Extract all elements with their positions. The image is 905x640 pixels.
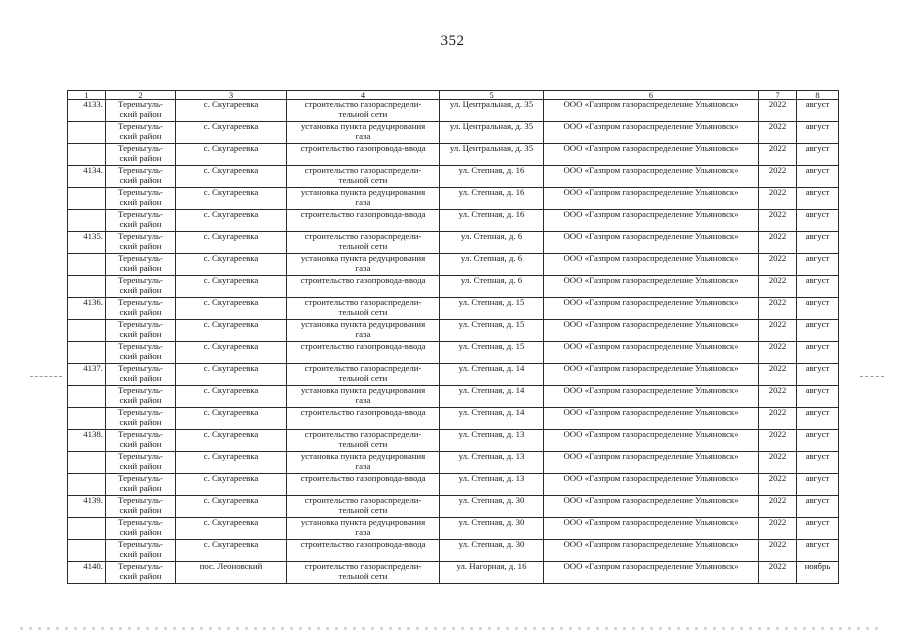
column-header: 3 [176, 91, 287, 100]
settlement-cell: с. Скугареевка [176, 166, 287, 188]
address-cell: ул. Степная, д. 16 [440, 166, 544, 188]
district-cell: Тереньгуль- ский район [106, 320, 176, 342]
district-cell: Тереньгуль- ский район [106, 144, 176, 166]
settlement-cell: пос. Леоновский [176, 562, 287, 584]
record-number-cell [68, 474, 106, 496]
record-number-cell [68, 122, 106, 144]
district-cell: Тереньгуль- ский район [106, 298, 176, 320]
month-cell: август [797, 518, 839, 540]
settlement-cell: с. Скугареевка [176, 100, 287, 122]
year-cell: 2022 [759, 430, 797, 452]
record-number-cell [68, 342, 106, 364]
table-row [68, 562, 839, 584]
table-row [68, 320, 839, 342]
table-row [68, 144, 839, 166]
settlement-cell: с. Скугареевка [176, 452, 287, 474]
settlement-cell: с. Скугареевка [176, 364, 287, 386]
settlement-cell: с. Скугареевка [176, 496, 287, 518]
work-type-cell: строительство газораспредели- тельной сети [287, 232, 440, 254]
settlement-cell: с. Скугареевка [176, 298, 287, 320]
column-header: 1 [68, 91, 106, 100]
table-body [68, 91, 839, 584]
district-cell: Тереньгуль- ский район [106, 386, 176, 408]
organization-cell: ООО «Газпром газораспределение Ульяновск» [544, 496, 759, 518]
page-number: 352 [440, 33, 465, 49]
organization-cell: ООО «Газпром газораспределение Ульяновск» [544, 540, 759, 562]
record-number-cell [68, 188, 106, 210]
table-row [68, 474, 839, 496]
address-cell: ул. Центральная, д. 35 [440, 144, 544, 166]
month-cell: август [797, 232, 839, 254]
settlement-cell: с. Скугареевка [176, 122, 287, 144]
district-cell: Тереньгуль- ский район [106, 452, 176, 474]
table-row [68, 386, 839, 408]
district-cell: Тереньгуль- ский район [106, 188, 176, 210]
column-header: 6 [544, 91, 759, 100]
table-row [68, 452, 839, 474]
year-cell: 2022 [759, 518, 797, 540]
organization-cell: ООО «Газпром газораспределение Ульяновск» [544, 100, 759, 122]
month-cell: август [797, 144, 839, 166]
organization-cell: ООО «Газпром газораспределение Ульяновск» [544, 474, 759, 496]
record-number-cell [68, 540, 106, 562]
settlement-cell: с. Скугареевка [176, 276, 287, 298]
year-cell: 2022 [759, 320, 797, 342]
organization-cell: ООО «Газпром газораспределение Ульяновск» [544, 386, 759, 408]
record-number-cell: 4136. [68, 298, 106, 320]
month-cell: август [797, 254, 839, 276]
work-type-cell: строительство газопровода-ввода [287, 342, 440, 364]
column-header: 7 [759, 91, 797, 100]
organization-cell: ООО «Газпром газораспределение Ульяновск» [544, 254, 759, 276]
table-row [68, 540, 839, 562]
year-cell: 2022 [759, 474, 797, 496]
table-row [68, 210, 839, 232]
year-cell: 2022 [759, 496, 797, 518]
address-cell: ул. Степная, д. 15 [440, 320, 544, 342]
organization-cell: ООО «Газпром газораспределение Ульяновск» [544, 188, 759, 210]
address-cell: ул. Степная, д. 16 [440, 188, 544, 210]
record-number-cell [68, 386, 106, 408]
work-type-cell: строительство газораспредели- тельной сети [287, 430, 440, 452]
record-number-cell: 4139. [68, 496, 106, 518]
record-number-cell: 4133. [68, 100, 106, 122]
work-type-cell: строительство газораспредели- тельной сети [287, 298, 440, 320]
work-type-cell: строительство газораспредели- тельной сети [287, 364, 440, 386]
gasification-table [67, 90, 839, 584]
record-number-cell [68, 452, 106, 474]
address-cell: ул. Степная, д. 14 [440, 408, 544, 430]
organization-cell: ООО «Газпром газораспределение Ульяновск» [544, 276, 759, 298]
district-cell: Тереньгуль- ский район [106, 100, 176, 122]
table-row [68, 408, 839, 430]
month-cell: август [797, 166, 839, 188]
organization-cell: ООО «Газпром газораспределение Ульяновск» [544, 342, 759, 364]
year-cell: 2022 [759, 562, 797, 584]
year-cell: 2022 [759, 210, 797, 232]
record-number-cell: 4140. [68, 562, 106, 584]
table-row [68, 298, 839, 320]
record-number-cell: 4135. [68, 232, 106, 254]
address-cell: ул. Нагорная, д. 16 [440, 562, 544, 584]
left-margin-mark [30, 376, 62, 378]
district-cell: Тереньгуль- ский район [106, 342, 176, 364]
district-cell: Тереньгуль- ский район [106, 518, 176, 540]
settlement-cell: с. Скугареевка [176, 188, 287, 210]
organization-cell: ООО «Газпром газораспределение Ульяновск» [544, 364, 759, 386]
work-type-cell: установка пункта редуцирования газа [287, 452, 440, 474]
organization-cell: ООО «Газпром газораспределение Ульяновск» [544, 232, 759, 254]
organization-cell: ООО «Газпром газораспределение Ульяновск» [544, 166, 759, 188]
year-cell: 2022 [759, 276, 797, 298]
work-type-cell: строительство газопровода-ввода [287, 474, 440, 496]
work-type-cell: строительство газораспредели- тельной сети [287, 496, 440, 518]
month-cell: август [797, 188, 839, 210]
record-number-cell [68, 254, 106, 276]
year-cell: 2022 [759, 408, 797, 430]
month-cell: август [797, 452, 839, 474]
month-cell: август [797, 298, 839, 320]
record-number-cell [68, 320, 106, 342]
settlement-cell: с. Скугареевка [176, 518, 287, 540]
work-type-cell: установка пункта редуцирования газа [287, 518, 440, 540]
organization-cell: ООО «Газпром газораспределение Ульяновск» [544, 210, 759, 232]
settlement-cell: с. Скугареевка [176, 540, 287, 562]
year-cell: 2022 [759, 188, 797, 210]
settlement-cell: с. Скугареевка [176, 342, 287, 364]
column-header: 5 [440, 91, 544, 100]
address-cell: ул. Степная, д. 15 [440, 298, 544, 320]
work-type-cell: установка пункта редуцирования газа [287, 122, 440, 144]
work-type-cell: строительство газопровода-ввода [287, 540, 440, 562]
settlement-cell: с. Скугареевка [176, 210, 287, 232]
organization-cell: ООО «Газпром газораспределение Ульяновск» [544, 562, 759, 584]
district-cell: Тереньгуль- ский район [106, 496, 176, 518]
address-cell: ул. Степная, д. 30 [440, 496, 544, 518]
address-cell: ул. Степная, д. 6 [440, 254, 544, 276]
settlement-cell: с. Скугареевка [176, 320, 287, 342]
district-cell: Тереньгуль- ский район [106, 540, 176, 562]
month-cell: август [797, 276, 839, 298]
settlement-cell: с. Скугареевка [176, 408, 287, 430]
month-cell: август [797, 100, 839, 122]
district-cell: Тереньгуль- ский район [106, 474, 176, 496]
district-cell: Тереньгуль- ский район [106, 276, 176, 298]
record-number-cell: 4134. [68, 166, 106, 188]
right-margin-mark [860, 376, 884, 378]
column-number-row [68, 91, 839, 100]
year-cell: 2022 [759, 144, 797, 166]
district-cell: Тереньгуль- ский район [106, 122, 176, 144]
work-type-cell: установка пункта редуцирования газа [287, 188, 440, 210]
year-cell: 2022 [759, 386, 797, 408]
work-type-cell: строительство газораспредели- тельной сети [287, 100, 440, 122]
table-row [68, 496, 839, 518]
column-header: 2 [106, 91, 176, 100]
year-cell: 2022 [759, 232, 797, 254]
table-row [68, 232, 839, 254]
organization-cell: ООО «Газпром газораспределение Ульяновск» [544, 518, 759, 540]
month-cell: август [797, 320, 839, 342]
organization-cell: ООО «Газпром газораспределение Ульяновск» [544, 144, 759, 166]
column-header: 8 [797, 91, 839, 100]
month-cell: август [797, 496, 839, 518]
organization-cell: ООО «Газпром газораспределение Ульяновск» [544, 430, 759, 452]
month-cell: август [797, 430, 839, 452]
month-cell: август [797, 210, 839, 232]
year-cell: 2022 [759, 100, 797, 122]
year-cell: 2022 [759, 364, 797, 386]
record-number-cell: 4138. [68, 430, 106, 452]
organization-cell: ООО «Газпром газораспределение Ульяновск» [544, 408, 759, 430]
month-cell: август [797, 122, 839, 144]
address-cell: ул. Степная, д. 13 [440, 430, 544, 452]
district-cell: Тереньгуль- ский район [106, 166, 176, 188]
district-cell: Тереньгуль- ский район [106, 430, 176, 452]
work-type-cell: установка пункта редуцирования газа [287, 254, 440, 276]
work-type-cell: строительство газопровода-ввода [287, 408, 440, 430]
year-cell: 2022 [759, 254, 797, 276]
month-cell: август [797, 540, 839, 562]
work-type-cell: строительство газопровода-ввода [287, 144, 440, 166]
address-cell: ул. Степная, д. 30 [440, 540, 544, 562]
month-cell: август [797, 342, 839, 364]
address-cell: ул. Степная, д. 16 [440, 210, 544, 232]
scan-edge-dots [20, 627, 880, 630]
district-cell: Тереньгуль- ский район [106, 364, 176, 386]
address-cell: ул. Степная, д. 15 [440, 342, 544, 364]
month-cell: август [797, 386, 839, 408]
work-type-cell: строительство газораспредели- тельной сети [287, 166, 440, 188]
settlement-cell: с. Скугареевка [176, 386, 287, 408]
record-number-cell [68, 210, 106, 232]
address-cell: ул. Степная, д. 30 [440, 518, 544, 540]
table-row [68, 518, 839, 540]
address-cell: ул. Степная, д. 14 [440, 364, 544, 386]
year-cell: 2022 [759, 166, 797, 188]
address-cell: ул. Степная, д. 14 [440, 386, 544, 408]
address-cell: ул. Центральная, д. 35 [440, 122, 544, 144]
organization-cell: ООО «Газпром газораспределение Ульяновск» [544, 452, 759, 474]
table-row [68, 430, 839, 452]
district-cell: Тереньгуль- ский район [106, 210, 176, 232]
address-cell: ул. Степная, д. 13 [440, 474, 544, 496]
column-header: 4 [287, 91, 440, 100]
table-row [68, 276, 839, 298]
year-cell: 2022 [759, 452, 797, 474]
settlement-cell: с. Скугареевка [176, 430, 287, 452]
district-cell: Тереньгуль- ский район [106, 254, 176, 276]
address-cell: ул. Центральная, д. 35 [440, 100, 544, 122]
month-cell: август [797, 408, 839, 430]
work-type-cell: строительство газопровода-ввода [287, 210, 440, 232]
settlement-cell: с. Скугареевка [176, 232, 287, 254]
year-cell: 2022 [759, 540, 797, 562]
month-cell: август [797, 364, 839, 386]
month-cell: август [797, 474, 839, 496]
settlement-cell: с. Скугареевка [176, 144, 287, 166]
table-row [68, 364, 839, 386]
address-cell: ул. Степная, д. 13 [440, 452, 544, 474]
table-row [68, 100, 839, 122]
table-row [68, 254, 839, 276]
record-number-cell [68, 144, 106, 166]
work-type-cell: установка пункта редуцирования газа [287, 320, 440, 342]
settlement-cell: с. Скугареевка [176, 254, 287, 276]
organization-cell: ООО «Газпром газораспределение Ульяновск» [544, 122, 759, 144]
record-number-cell [68, 518, 106, 540]
organization-cell: ООО «Газпром газораспределение Ульяновск» [544, 298, 759, 320]
settlement-cell: с. Скугареевка [176, 474, 287, 496]
table-row [68, 188, 839, 210]
record-number-cell: 4137. [68, 364, 106, 386]
year-cell: 2022 [759, 298, 797, 320]
table-row [68, 166, 839, 188]
year-cell: 2022 [759, 342, 797, 364]
district-cell: Тереньгуль- ский район [106, 562, 176, 584]
organization-cell: ООО «Газпром газораспределение Ульяновск» [544, 320, 759, 342]
address-cell: ул. Степная, д. 6 [440, 232, 544, 254]
work-type-cell: строительство газораспредели- тельной сети [287, 562, 440, 584]
record-number-cell [68, 408, 106, 430]
table-row [68, 342, 839, 364]
year-cell: 2022 [759, 122, 797, 144]
work-type-cell: строительство газопровода-ввода [287, 276, 440, 298]
district-cell: Тереньгуль- ский район [106, 408, 176, 430]
work-type-cell: установка пункта редуцирования газа [287, 386, 440, 408]
month-cell: ноябрь [797, 562, 839, 584]
record-number-cell [68, 276, 106, 298]
table-row [68, 122, 839, 144]
district-cell: Тереньгуль- ский район [106, 232, 176, 254]
address-cell: ул. Степная, д. 6 [440, 276, 544, 298]
